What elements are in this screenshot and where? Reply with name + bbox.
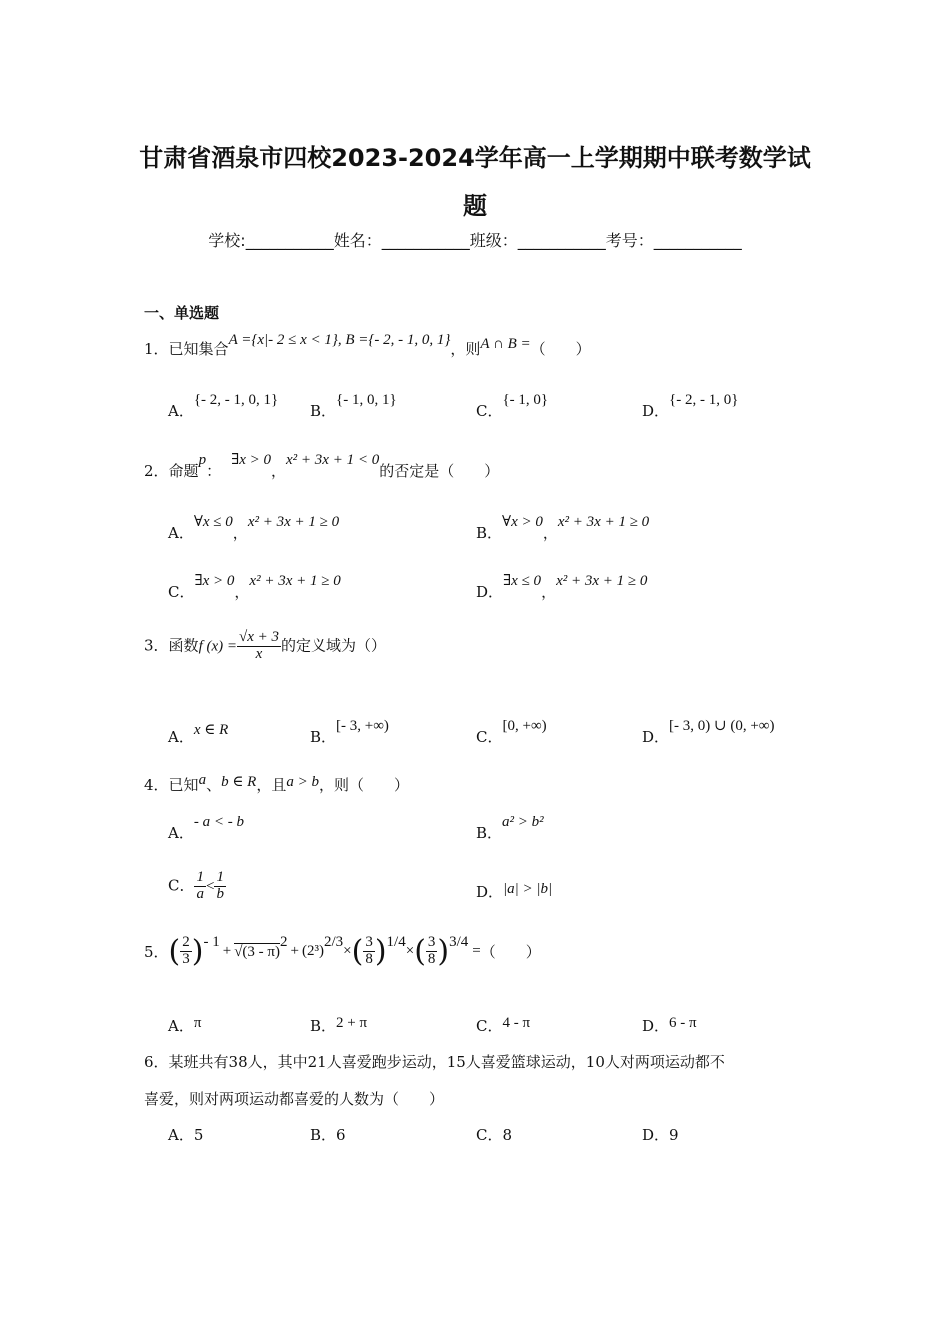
fraction: $\frac{2}{3}$ [182,934,190,967]
math-expression: a > b [286,774,319,790]
question-text: 命题 [168,462,199,480]
question-6 [144,1051,725,1072]
option-d: D．6 - π [642,1015,697,1035]
option-a: A．- a < - b [168,814,244,842]
math-expression: a [198,772,207,788]
option-b: B．a² > b² [476,814,544,842]
question-text: 某班共有38人，其中21人喜爱跑步运动，15人喜爱篮球运动，10人对两项运动都不 [168,1053,725,1071]
option-c: C．{- 1, 0} [476,392,549,420]
question-text: ： [206,462,222,480]
question-text: 已知集合 [168,340,229,358]
option-d: D．|a| > |b| [476,881,553,901]
question-number: 6． [144,1053,169,1071]
question-text: ，则 [450,340,481,358]
fraction: $\frac{1}{b}$ [216,869,224,902]
question-2 [144,452,500,481]
question-number: 3． [144,636,169,655]
option-c: C．4 - π [476,1015,531,1035]
math-expression: A ∩ B = [480,336,531,352]
option-d: D．[- 3, 0) ∪ (0, +∞) [642,718,775,746]
option-a: A．5 [168,1126,204,1144]
question-text: 已知 [168,776,199,794]
question-text: 的否定是（ ） [379,462,500,480]
fraction: $\frac{3}{8}$ [427,934,436,967]
option-d: D．9 [642,1126,679,1144]
option-c: C．∃x > 0，x² + 3x + 1 ≥ 0 [168,573,341,601]
answer-paren: （ ） [480,943,541,961]
question-text: 的定义域为（） [281,636,387,655]
option-a: A．x ∈ R [168,722,229,746]
question-4 [144,774,409,795]
answer-paren: （ ） [530,340,591,358]
question-3 [144,630,386,663]
section-heading: 一、单选题 [144,304,220,322]
fraction: $\frac{√x + 3}{x}$ [239,629,280,662]
math-expression: x² + 3x + 1 < 0 [286,452,380,468]
math-expression: p [198,452,207,468]
question-text: ，则（ ） [319,776,410,794]
option-a: A．π [168,1015,202,1035]
question-text: 函数 [168,636,199,655]
question-text: ， [271,462,287,480]
question-number: 4． [144,776,169,794]
option-b: B．{- 1, 0, 1} [310,392,397,420]
math-expression: b ∈ R [221,774,257,790]
option-d: D．{- 2, - 1, 0} [642,392,739,420]
math-expression: ∃x > 0 [231,452,271,468]
question-number: 1． [144,340,169,358]
option-b: B．2 + π [310,1015,368,1035]
fraction: $\frac{1}{a}$ [196,869,204,902]
option-b: B．[- 3, +∞) [310,718,389,746]
page-title: 甘肃省酒泉市四校2023-2024学年高一上学期期中联考数学试 [139,144,811,172]
option-a: A．{- 2, - 1, 0, 1} [168,392,279,420]
question-text: ，且 [256,776,287,794]
question-6-continued: 喜爱，则对两项运动都喜爱的人数为（ ） [144,1090,445,1108]
option-a: A．∀x ≤ 0，x² + 3x + 1 ≥ 0 [168,514,340,542]
math-expression: f (x) = [198,638,237,655]
option-c: C．[0, +∞) [476,718,547,746]
question-number: 5． [144,943,169,961]
question-5: 5． ( $\frac{2}{3}$ ) - 1 + √(3 - π) 2 + (2³) 2/3 × ( $\frac{3}{8}$ ) 1/4 × ( $\frac{3}{8}$ ) 3/4 = （ ） [144,934,541,969]
question-1 [144,332,591,359]
option-b: B．6 [310,1126,346,1144]
option-c: C．8 [476,1126,513,1144]
question-number: 2． [144,462,169,480]
student-info-line: 学校:___________姓名：___________班级：___________考号：___________ [208,231,742,250]
option-d: D．∃x ≤ 0，x² + 3x + 1 ≥ 0 [476,573,648,601]
fraction: $\frac{3}{8}$ [365,934,373,967]
option-c: C． $\frac{1}{a}$ < $\frac{1}{b}$ [168,869,224,902]
page-title-continued: 题 [463,192,487,220]
question-text: 、 [206,776,222,794]
option-b: B．∀x > 0，x² + 3x + 1 ≥ 0 [476,514,650,542]
math-expression: A ={x|- 2 ≤ x < 1}, B ={- 2, - 1, 0, 1} [228,332,451,348]
